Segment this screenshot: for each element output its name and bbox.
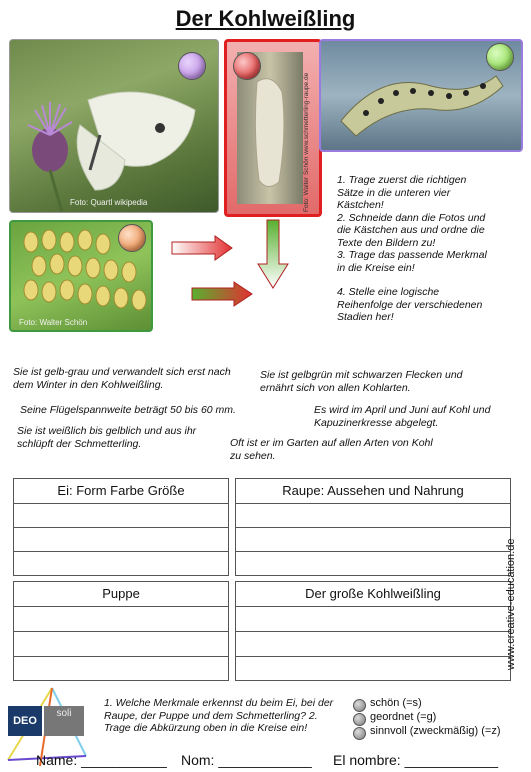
instruction-2: 2. Schneide dann die Fotos und die Kästchen aus und ordne die Texte den Bildern zu!	[337, 211, 486, 249]
butterfly-photo-caption: Foto: Quartl wikipedia	[70, 198, 148, 207]
caterpillar-box-line[interactable]	[236, 552, 510, 575]
butterfly-box-line[interactable]	[236, 607, 510, 632]
eggs-photo-caption: Foto: Walter Schön	[19, 318, 88, 327]
butterfly-symbol-circle[interactable]	[178, 52, 206, 80]
sentence-6: Oft ist er im Garten auf allen Arten von Kohl zu sehen.	[230, 437, 433, 462]
pupa-box-line[interactable]	[14, 632, 228, 657]
sentence-1: Sie ist gelb-grau und verwandelt sich erst nach dem Winter in den Kohlweißling.	[13, 366, 231, 391]
legend-dot-1	[353, 699, 366, 712]
pupa-box-title: Puppe	[14, 582, 228, 607]
egg-box	[13, 478, 229, 576]
sentence-4: Es wird im April und Juni auf Kohl und Kapuzinerkresse abgelegt.	[314, 404, 491, 429]
sentence-3: Seine Flügelspannweite beträgt 50 bis 60 mm.	[20, 404, 236, 416]
sentence-2: Sie ist gelbgrün mit schwarzen Flecken und ernährt sich von allen Kohlarten.	[260, 369, 463, 394]
caterpillar-box-line[interactable]	[236, 528, 510, 552]
egg-box-line[interactable]	[14, 552, 228, 575]
legend-label-2: geordnet (=g)	[370, 711, 437, 723]
egg-box-title: Ei: Form Farbe Größe	[14, 479, 228, 504]
logo-deo: DEO	[8, 706, 42, 736]
instruction-4: 4. Stelle eine logische Reihenfolge der verschiedenen Stadien her!	[337, 286, 483, 323]
vertical-url: www.creative-education.de	[505, 538, 517, 670]
arrows-graphic	[170, 218, 300, 318]
footer-nom-field[interactable]: Nom: ____________	[181, 752, 312, 768]
arrow-right-bottom	[192, 282, 252, 306]
pupa-box	[13, 581, 229, 681]
pupa-symbol-circle[interactable]	[233, 52, 261, 80]
legend-dot-2	[353, 713, 366, 726]
butterfly-box-line[interactable]	[236, 632, 510, 657]
pupa-photo-caption: Foto: Walter Schön www.schmetterling-raupe.de	[303, 72, 310, 212]
egg-box-line[interactable]	[14, 528, 228, 552]
pupa-box-line[interactable]	[14, 607, 228, 632]
butterfly-box-title: Der große Kohlweißling	[236, 582, 510, 607]
instruction-3: 3. Trage das passende Merkmal in die Kreise ein!	[337, 249, 487, 274]
caterpillar-box-line[interactable]	[236, 504, 510, 528]
pupa-box-line[interactable]	[14, 657, 228, 680]
arrow-right-top	[172, 236, 232, 260]
instruction-1: 1. Trage zuerst die richtigen Sätze in die unteren vier Kästchen!	[337, 174, 467, 211]
butterfly-box-line[interactable]	[236, 657, 510, 680]
bottom-question: 1. Welche Merkmale erkennst du beim Ei, bei der Raupe, der Puppe und dem Schmetterling? 2. Trage die Abkürzung oben in die Kreise ein!	[104, 697, 334, 734]
page-title: Der Kohlweißling	[175, 6, 356, 31]
sentence-5: Sie ist weißlich bis gelblich und aus ihr schlüpft der Schmetterling.	[17, 425, 197, 450]
caterpillar-symbol-circle[interactable]	[486, 43, 514, 71]
egg-box-line[interactable]	[14, 504, 228, 528]
legend-dot-3	[353, 727, 366, 740]
instructions	[337, 174, 495, 324]
eggs-symbol-circle[interactable]	[118, 224, 146, 252]
butterfly-box	[235, 581, 511, 681]
caterpillar-box	[235, 478, 511, 576]
logo-soli: soli	[44, 706, 84, 736]
caterpillar-box-title: Raupe: Aussehen und Nahrung	[236, 479, 510, 504]
legend-label-1: schön (=s)	[370, 697, 422, 709]
footer-name-field[interactable]: Name: ___________	[36, 752, 167, 768]
footer-nombre-field[interactable]: El nombre: ____________	[333, 752, 499, 768]
legend-label-3: sinnvoll (zweckmäßig) (=z)	[370, 725, 501, 737]
arrow-down	[258, 220, 288, 288]
